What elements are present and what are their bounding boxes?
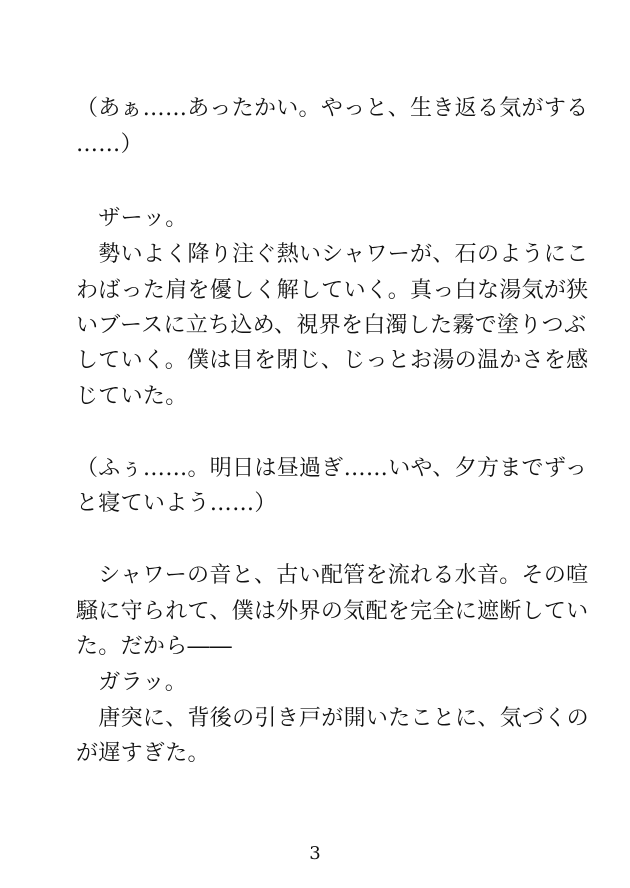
text-line: 勢いよく降り注ぐ熱いシャワーが、石のようにこ (76, 242, 589, 267)
text-line: いブースに立ち込め、視界を白濁した霧で塗りつぶ (76, 313, 587, 338)
text-line: た。だから―― (76, 634, 233, 659)
text-line: ザーッ。 (76, 206, 188, 231)
text-line: シャワーの音と、古い配管を流れる水音。その喧 (76, 563, 589, 588)
text-line: していく。僕は目を閉じ、じっとお湯の温かさを感 (76, 348, 589, 373)
text-line: じていた。 (76, 384, 188, 409)
text-line: が遅すぎた。 (76, 741, 210, 766)
text-line: わばった肩を優しく解していく。真っ白な湯気が狭 (76, 278, 589, 303)
text-line: （あぁ……あったかい。やっと、生き返る気がする (76, 96, 589, 121)
text-line: ……） (76, 132, 143, 157)
text-line: と寝ていよう……） (76, 491, 277, 516)
text-line: 唐突に、背後の引き戸が開いたことに、気づくの (76, 706, 589, 731)
text-line: ガラッ。 (76, 670, 188, 695)
page-number: 3 (309, 843, 321, 864)
text-line: 騒に守られて、僕は外界の気配を完全に遮断してい (76, 599, 589, 624)
text-line: （ふぅ……。明日は昼過ぎ……いや、夕方までずっ (76, 456, 588, 481)
